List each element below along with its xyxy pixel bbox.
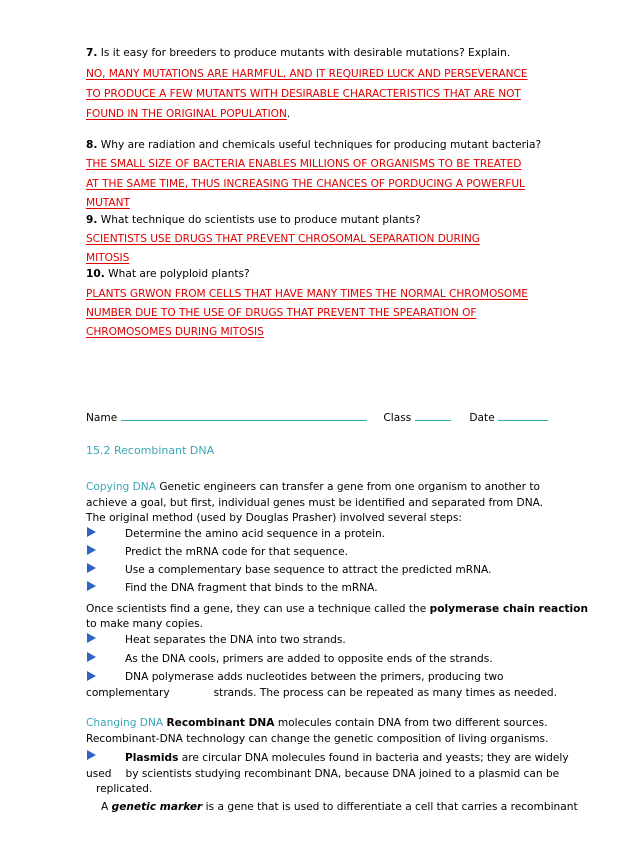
plasmid-line-2: used by scientists studying recombinant DNA, because DNA joined to a plasmid can be [86,768,560,780]
bullet-arrow-icon [87,527,96,537]
genetic-marker-term: genetic marker [111,801,203,813]
pcr-intro-line-2: to make many copies. [86,618,203,630]
question-9: 9. What technique do scientists use to produce mutant plants? [86,214,421,226]
copying-dna-line-1: Copying DNA Genetic engineers can transfer a gene from one organism to another to [86,481,541,493]
question-8: 8. Why are radiation and chemicals useful techniques for producing mutant bacteria? [86,139,542,151]
answer-10-line-2: NUMBER DUE TO THE USE OF DRUGS THAT PREVENT THE SPEARATION OF [86,307,477,319]
answer-8-line-3: MUTANT [86,197,130,209]
pcr-step-3: DNA polymerase adds nucleotides between the primers, producing two [125,671,504,683]
answer-9-line-2: MITOSIS [86,252,130,264]
bullet-arrow-icon [87,750,96,760]
pcr-step-2: As the DNA cools, primers are added to opposite ends of the strands. [125,653,493,665]
pcr-term: polymerase chain reaction [429,603,588,615]
bullet-arrow-icon [87,545,96,555]
pcr-step-3-cont: complementary strands. The process can be repeated as many times as needed. [86,687,557,699]
name-blank[interactable] [121,410,367,421]
answer-10-line-3: CHROMOSOMES DURING MITOSIS [86,326,264,338]
genetic-marker-line: A genetic marker is a gene that is used to differentiate a cell that carries a recombinant [101,801,578,813]
copying-dna-line-2: achieve a goal, but first, individual genes must be identified and separated from DNA. [86,497,544,509]
answer-8-line-1: THE SMALL SIZE OF BACTERIA ENABLES MILLIONS OF ORGANISMS TO BE TREATED [86,158,522,170]
bullet-arrow-icon [87,652,96,662]
step-2: Predict the mRNA code for that sequence. [125,546,348,558]
answer-8-line-2: AT THE SAME TIME, THUS INCREASING THE CHANCES OF PORDUCING A POWERFUL [86,178,525,190]
step-4: Find the DNA fragment that binds to the mRNA. [125,582,378,594]
bullet-arrow-icon [87,633,96,643]
recombinant-dna-term: Recombinant DNA [166,717,275,729]
question-7: 7. Is it easy for breeders to produce mutants with desirable mutations? Explain. [86,47,511,59]
name-label: Name [86,412,118,424]
date-label: Date [469,412,495,424]
section-title: 15.2 Recombinant DNA [86,444,215,457]
answer-7-line-3: FOUND IN THE ORIGINAL POPULATION. [86,108,291,120]
answer-10-line-1: PLANTS GRWON FROM CELLS THAT HAVE MANY TIMES THE NORMAL CHROMOSOME [86,288,528,300]
changing-dna-heading: Changing DNA [86,717,164,729]
class-blank[interactable] [415,410,451,421]
step-3: Use a complementary base sequence to attract the predicted mRNA. [125,564,492,576]
answer-7-line-2: TO PRODUCE A FEW MUTANTS WITH DESIRABLE CHARACTERISTICS THAT ARE NOT [86,88,521,100]
answer-7-line-1: NO, MANY MUTATIONS ARE HARMFUL, AND IT REQUIRED LUCK AND PERSEVERANCE [86,68,528,80]
name-class-date-header [86,410,548,425]
date-blank[interactable] [498,410,548,421]
pcr-step-1: Heat separates the DNA into two strands. [125,634,346,646]
changing-dna-line-2: Recombinant-DNA technology can change the genetic composition of living organisms. [86,733,549,745]
copying-dna-heading: Copying DNA [86,481,156,493]
copying-dna-line-3: The original method (used by Douglas Prasher) involved several steps: [86,512,462,524]
pcr-intro-line-1: Once scientists find a gene, they can use a technique called the polymerase chain reaction [86,603,588,615]
bullet-arrow-icon [87,671,96,681]
plasmid-line-3: replicated. [96,783,153,795]
class-label: Class [383,412,412,424]
bullet-arrow-icon [87,581,96,591]
question-10: 10. What are polyploid plants? [86,268,250,280]
answer-9-line-1: SCIENTISTS USE DRUGS THAT PREVENT CHROSOMAL SEPARATION DURING [86,233,480,245]
bullet-arrow-icon [87,563,96,573]
changing-dna-line-1: Changing DNA Recombinant DNA molecules contain DNA from two different sources. [86,717,548,729]
plasmids-term: Plasmids [125,752,179,764]
step-1: Determine the amino acid sequence in a protein. [125,528,386,540]
plasmid-line-1: Plasmids are circular DNA molecules found in bacteria and yeasts; they are widely [125,752,569,764]
